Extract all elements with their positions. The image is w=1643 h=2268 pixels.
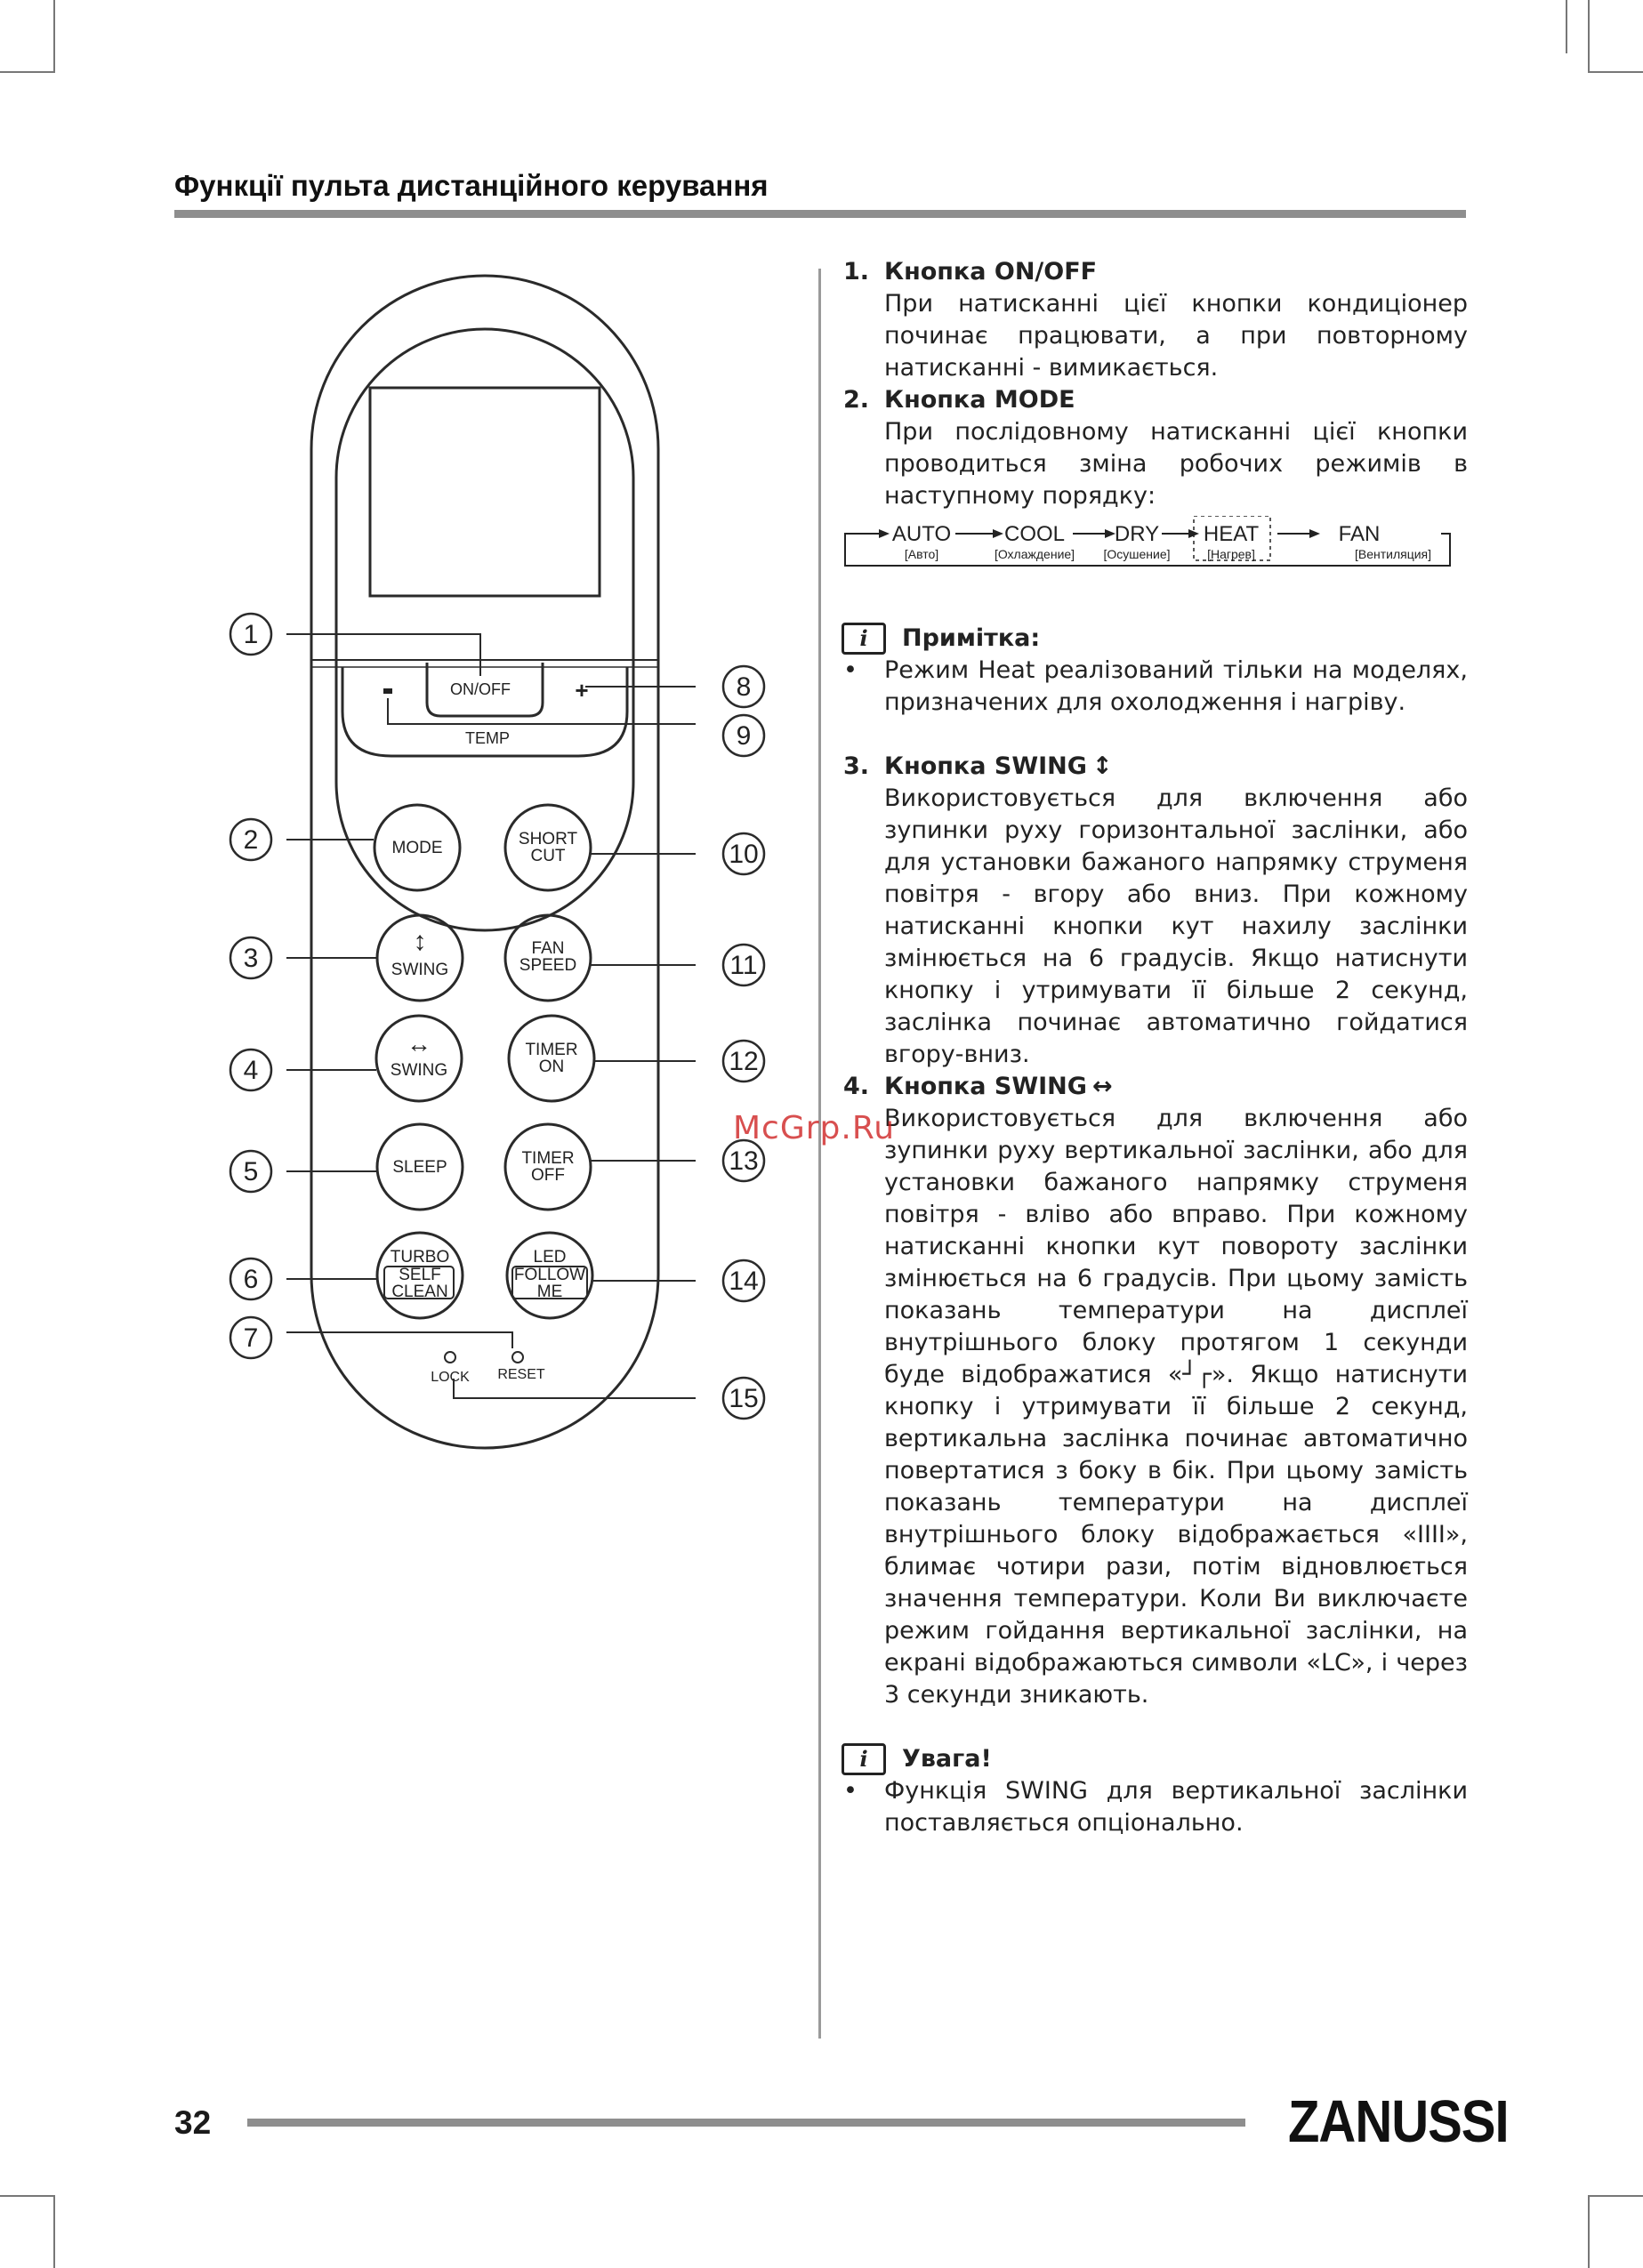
timer-off-label-2: OFF	[531, 1166, 565, 1185]
callout-4: 4	[243, 1056, 259, 1085]
lock-button[interactable]	[445, 1352, 455, 1363]
swing-horizontal-button[interactable]	[376, 1016, 462, 1101]
item-heading: Кнопка MODE	[884, 386, 1075, 414]
callout-6: 6	[243, 1265, 259, 1294]
title-rule	[174, 210, 1466, 218]
mode-heat-sub: [Нагрев]	[1207, 547, 1255, 561]
callout-14: 14	[729, 1267, 759, 1296]
item-number: 3.	[843, 752, 870, 780]
crop-mark	[1588, 0, 1590, 71]
mode-sequence-diagram	[843, 516, 1468, 578]
note-title: Примітка:	[902, 624, 1041, 652]
warning-block	[843, 1743, 1468, 1839]
callout-7: 7	[243, 1323, 259, 1353]
info-icon: i	[842, 1743, 886, 1775]
short-cut-label-1: SHORT	[518, 830, 578, 848]
callout-12: 12	[729, 1047, 759, 1076]
callout-10: 10	[729, 840, 759, 869]
callout-9: 9	[736, 721, 752, 751]
item-mode	[843, 384, 1468, 512]
remote-control-diagram	[213, 267, 801, 1494]
turbo-label-2: SELF	[399, 1266, 441, 1284]
callout-1: 1	[243, 620, 259, 649]
item-description: Використовується для включення або зупинки руху горизонтальної заслінки, або для установки бажаного напрямку струменя повітря - вгору або вниз. При кожному натисканні кнопки кут нахилу заслінки змінюється на 6 градусів. Якщо натиснути кнопку і утримувати її більше 2 секунд, заслінка починає автоматично гойдатися вгору-вниз.	[884, 784, 1468, 1068]
crop-mark	[1588, 71, 1643, 73]
swing-vertical-icon: ↕	[413, 927, 427, 956]
crop-mark	[53, 0, 55, 71]
mode-fan-sub: [Вентиляция]	[1354, 547, 1432, 561]
crop-mark	[1588, 2197, 1590, 2268]
led-label-1: LED	[533, 1248, 567, 1267]
item-heading: Кнопка SWING	[884, 1073, 1087, 1100]
mode-button-label: MODE	[391, 839, 443, 857]
callout-3: 3	[243, 944, 259, 973]
turbo-label-3: CLEAN	[391, 1283, 448, 1301]
reset-label: RESET	[497, 1367, 545, 1382]
item-number: 2.	[843, 386, 870, 414]
bullet: •	[843, 1777, 858, 1805]
crop-mark	[1566, 0, 1567, 53]
warning-title: Увага!	[902, 1745, 992, 1773]
mode-fan: FAN	[1338, 522, 1381, 546]
swing-left-right-icon: ↔	[1091, 1073, 1113, 1100]
item-number: 1.	[843, 258, 870, 286]
callout-13: 13	[729, 1146, 759, 1176]
swing-horizontal-icon: ↔	[407, 1030, 431, 1058]
item-on-off	[843, 256, 1468, 384]
crop-mark	[1588, 2195, 1643, 2197]
swing-up-down-icon: ↕	[1091, 752, 1113, 780]
mode-cool: COOL	[1003, 522, 1066, 546]
warning-text: Функція SWING для вертикальної заслінки поставляється опціонально.	[884, 1777, 1468, 1837]
short-cut-label-2: CUT	[530, 847, 566, 865]
item-swing-vertical	[843, 751, 1468, 1071]
temp-plus-button[interactable]: +	[575, 677, 589, 704]
note-text: Режим Heat реалізований тільки на моделях, призначених для охолодження і нагріву.	[884, 656, 1468, 716]
item-description: Використовується для включення або зупинки руху вертикальної заслінки, або для установки бажаного напрямку струменя повітря - вліво або вправо. При кожному натисканні кнопки кут повороту заслінки змінюється на 6 градусів. При цьому замість показань температури на дисплеї внутрішнього блоку протягом 1 секунди буде відображатися «┘┌». Якщо натиснути кнопку і утримувати її більше 2 секунд, вертикальна заслінка починає автоматично повертатися з боку в бік. При цьому замість показань температури на дисплеї внутрішнього блоку відображається «IIII», блимає чотири рази, потім відновлюється значення температури. Коли Ви виключаєте режим гойдання вертикальної заслінки, на екрані відображаються символи «LC», і через 3 секунди зникають.	[884, 1105, 1468, 1709]
reset-button[interactable]	[512, 1352, 523, 1363]
crop-mark	[53, 2197, 55, 2268]
timer-on-label-1: TIMER	[525, 1041, 578, 1059]
swing-vertical-label: SWING	[391, 961, 449, 979]
watermark: McGrp.Ru	[733, 1110, 896, 1146]
crop-mark	[0, 2195, 55, 2197]
mode-dry-sub: [Осушение]	[1103, 547, 1171, 561]
info-icon: i	[842, 623, 886, 655]
callout-2: 2	[243, 825, 259, 855]
note-block	[843, 623, 1468, 719]
timer-off-label-1: TIMER	[521, 1149, 575, 1168]
temp-label: TEMP	[464, 729, 511, 747]
item-description: При послідовному натисканні цієї кнопки проводиться зміна робочих режимів в наступному порядку:	[884, 418, 1468, 510]
temp-minus-button[interactable]	[383, 688, 392, 694]
page-number: 32	[174, 2104, 212, 2141]
callout-15: 15	[729, 1384, 759, 1413]
callout-11: 11	[729, 951, 758, 980]
item-description: При натисканні цієї кнопки кондиціонер починає працювати, а при повторному натисканні - вимикається.	[884, 290, 1468, 382]
on-off-button-label[interactable]: ON/OFF	[450, 680, 511, 698]
item-number: 4.	[843, 1073, 870, 1100]
swing-horizontal-label: SWING	[390, 1061, 448, 1080]
callout-5: 5	[243, 1157, 259, 1186]
column-divider	[818, 269, 821, 2039]
mode-auto-sub: [Авто]	[904, 547, 939, 561]
mode-auto: AUTO	[891, 522, 952, 546]
fan-speed-label-1: FAN	[531, 939, 565, 958]
item-heading: Кнопка SWING	[884, 752, 1087, 780]
footer-rule	[247, 2119, 1245, 2127]
brand-logo: ZANUSSI	[1288, 2088, 1509, 2155]
fan-speed-label-2: SPEED	[519, 956, 577, 975]
mode-heat: HEAT	[1203, 522, 1260, 546]
remote-display	[370, 388, 600, 596]
page-title: Функції пульта дистанційного керування	[174, 169, 769, 202]
bullet: •	[843, 656, 858, 684]
crop-mark	[0, 71, 55, 73]
mode-cool-sub: [Охлаждение]	[994, 547, 1075, 561]
lock-label: LOCK	[431, 1370, 470, 1385]
item-heading: Кнопка ON/OFF	[884, 258, 1098, 286]
turbo-label-1: TURBO	[390, 1248, 450, 1267]
functions-list	[843, 256, 1468, 1839]
item-swing-horizontal	[843, 1071, 1468, 1711]
led-label-3: ME	[536, 1283, 563, 1301]
led-label-2: FOLLOW	[513, 1266, 586, 1284]
timer-on-label-2: ON	[538, 1058, 565, 1076]
sleep-label: SLEEP	[392, 1158, 447, 1177]
remote-body	[311, 276, 658, 1448]
mode-dry: DRY	[1114, 522, 1160, 546]
callout-8: 8	[736, 672, 752, 702]
